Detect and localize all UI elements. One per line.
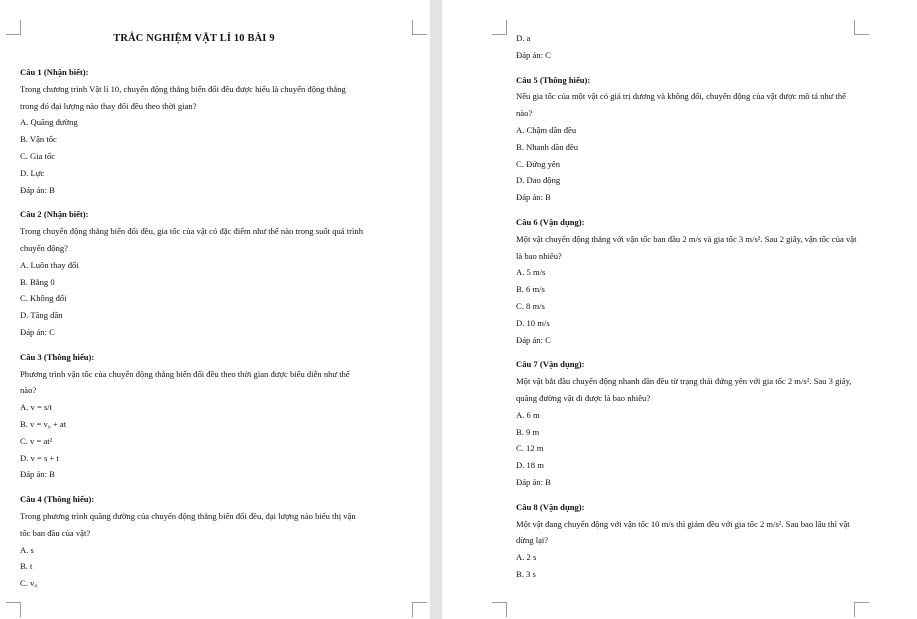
answer-option: B. Nhanh dần đều — [516, 141, 579, 152]
correct-answer: Đáp án: C — [516, 49, 551, 60]
answer-option: B. 6 m/s — [516, 284, 545, 295]
answer-option: D. 18 m — [516, 460, 544, 471]
answer-option: D. Tăng dần — [20, 310, 63, 321]
question-block — [516, 72, 861, 206]
answer-option: C. 8 m/s — [516, 300, 545, 311]
answer-option: C. 12 m — [516, 443, 544, 454]
question-text: Nếu gia tốc của một vật có giá trị dương và không đổi, chuyển động của vật được mô tả như thế nào? — [516, 91, 846, 119]
answer-option: D. v = s + t — [20, 452, 59, 463]
answer-option: A. Quãng đường — [20, 117, 78, 128]
answer-option: B. Bằng 0 — [20, 276, 55, 287]
answer-option: A. Luôn thay đổi — [20, 259, 79, 270]
answer-option: B. 3 s — [516, 568, 536, 579]
question-header: Câu 1 (Nhận biết): — [20, 67, 89, 77]
left-page-body — [20, 64, 365, 600]
question-header: Câu 7 (Vận dụng): — [516, 359, 585, 370]
document-title: TRẮC NGHIỆM VẬT LÍ 10 BÀI 9 — [113, 33, 275, 44]
page-gutter — [430, 0, 442, 619]
answer-option: A. 2 s — [516, 552, 537, 563]
question-block — [516, 499, 861, 583]
answer-option: A. Chậm dần đều — [516, 124, 577, 135]
question-header: Câu 4 (Thông hiểu): — [20, 494, 95, 505]
answer-option: D. Dao động — [516, 175, 561, 186]
correct-answer: Đáp án: B — [20, 184, 55, 195]
question-block — [20, 206, 365, 340]
correct-answer: Đáp án: B — [516, 476, 551, 487]
answer-option: C. v₀ — [20, 578, 38, 589]
question-text: Trong chương trình Vật lí 10, chuyển động thẳng biến đổi đều được hiểu là chuyển động thẳng trong đó đại lượng nào thay đổi đều theo thời gian? — [20, 83, 346, 111]
question-text: Phương trình vận tốc của chuyển động thẳng biến đổi đều theo thời gian được biểu diễn như thế nào? — [20, 368, 350, 396]
answer-option: A. v = s/t — [20, 402, 53, 413]
question-text: Một vật chuyển động thẳng với vận tốc ban đầu 2 m/s và gia tốc 3 m/s². Sau 2 giây, vận tốc của vật là bao nhiêu? — [516, 233, 857, 261]
answer-option: B. 9 m — [516, 426, 540, 437]
answer-option: D. Lực — [20, 167, 45, 178]
corner-crop-mark — [854, 602, 869, 617]
answer-option: A. 6 m — [516, 409, 540, 420]
question-header: Câu 2 (Nhận biết): — [20, 209, 89, 220]
question-text: Trong chuyển động thẳng biến đổi đều, gia tốc của vật có đặc điểm như thế nào trong suốt quá trình chuyển động? — [20, 226, 364, 253]
answer-option: D. a — [516, 33, 531, 43]
corner-crop-mark — [412, 602, 427, 617]
question-header: Câu 3 (Thông hiểu): — [20, 351, 95, 362]
corner-crop-mark — [412, 20, 427, 35]
correct-answer: Đáp án: B — [516, 192, 551, 203]
document-page-right — [442, 0, 917, 619]
corner-crop-mark — [492, 20, 507, 35]
question-text: Trong phương trình quãng đường của chuyển động thẳng biến đổi đều, đại lượng nào biểu thị vận tốc ban đầu của vật? — [20, 510, 356, 538]
right-page-body — [516, 30, 861, 591]
answer-option: B. t — [20, 561, 33, 572]
question-block — [20, 491, 365, 592]
correct-answer: Đáp án: C — [20, 326, 55, 337]
answer-option: C. Gia tốc — [20, 150, 56, 161]
question-continuation — [516, 30, 861, 64]
question-text: Một vật bắt đầu chuyển động nhanh dần đều từ trạng thái đứng yên với gia tốc 2 m/s². Sau 3 giây, quãng đường vật đi được là bao nhiêu? — [516, 376, 852, 403]
question-block — [20, 64, 365, 198]
answer-option: B. Vận tốc — [20, 134, 57, 145]
question-block — [516, 356, 861, 490]
answer-option: A. s — [20, 544, 34, 555]
document-page-left — [0, 0, 430, 619]
corner-crop-mark — [492, 602, 507, 617]
question-header: Câu 5 (Thông hiểu): — [516, 74, 591, 85]
question-header: Câu 6 (Vận dụng): — [516, 216, 585, 227]
question-block — [20, 349, 365, 483]
correct-answer: Đáp án: C — [516, 334, 551, 345]
answer-option: D. 10 m/s — [516, 317, 550, 328]
answer-option: C. Không đổi — [20, 293, 67, 304]
answer-option: A. 5 m/s — [516, 267, 546, 278]
answer-option: C. Đứng yên — [516, 158, 561, 169]
question-text: Một vật đang chuyển động với vận tốc 10 m/s thì giảm đều với gia tốc 2 m/s². Sau bao lâu thì vật dừng lại? — [516, 518, 850, 546]
question-block — [516, 214, 861, 348]
question-header: Câu 8 (Vận dụng): — [516, 501, 585, 512]
corner-crop-mark — [6, 602, 21, 617]
answer-option: B. v = v₀ + at — [20, 418, 67, 429]
answer-option: C. v = at² — [20, 435, 53, 446]
correct-answer: Đáp án: B — [20, 469, 55, 480]
